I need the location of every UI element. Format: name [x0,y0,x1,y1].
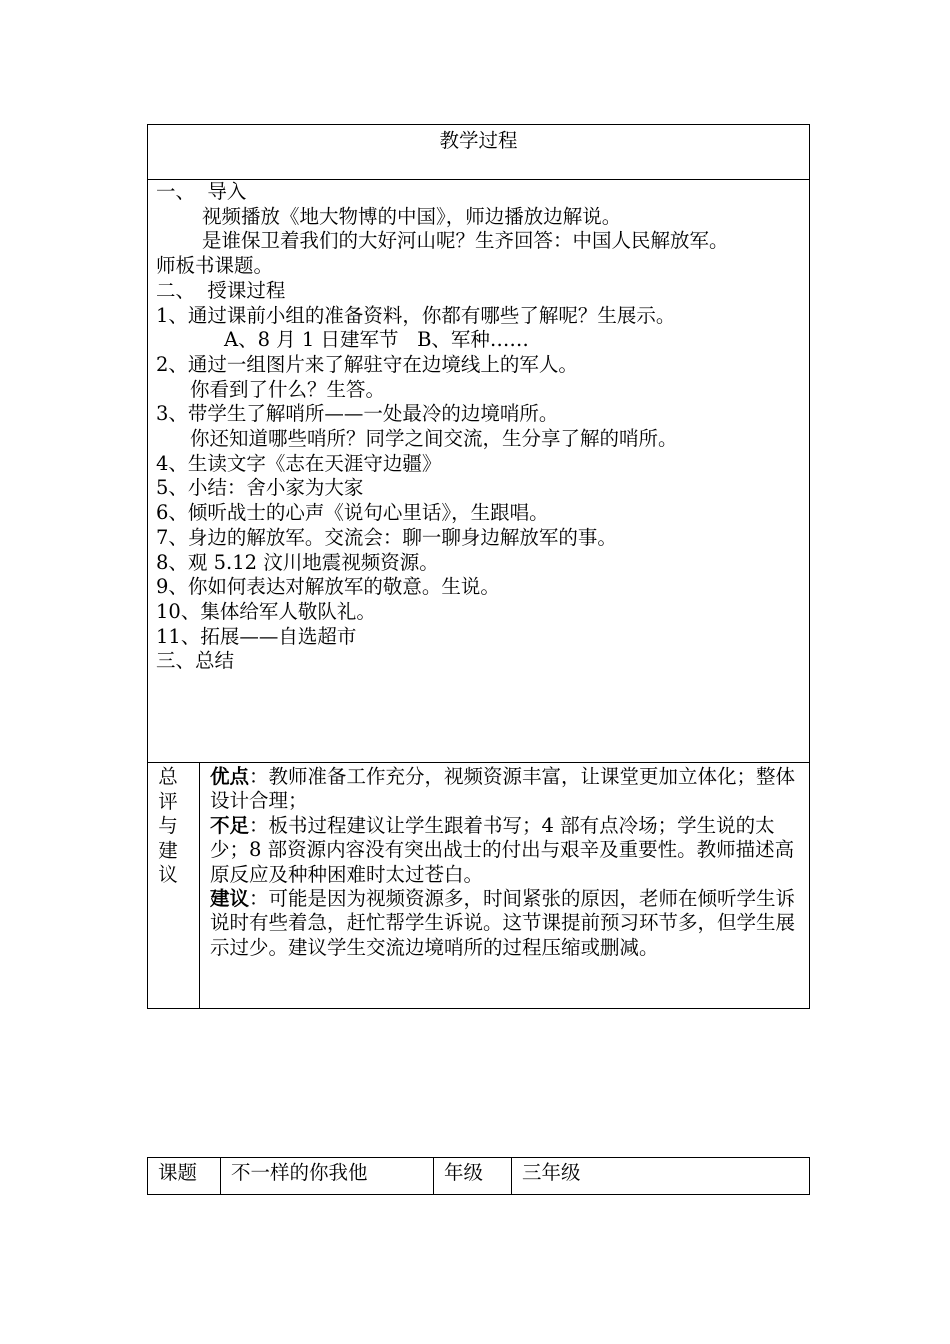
evaluation-label-char: 总 [158,765,178,788]
evaluation-label-char: 评 [158,789,178,813]
grade-label: 年级 [434,1158,512,1194]
section-heading: 三、总结 [156,649,235,673]
evaluation-label-cell [148,763,200,1009]
evaluation-content [210,765,804,960]
table-header-title: 教学过程 [439,129,518,152]
process-content [156,180,803,674]
weaknesses-label: 不足 [210,813,250,837]
evaluation-label-char: 议 [158,863,178,887]
grade-value: 三年级 [522,1161,581,1184]
teaching-process-table [147,124,810,1009]
process-line: 4、生读文字《志在天涯守边疆》 [156,451,442,475]
suggestions-label: 建议 [210,887,250,911]
strengths-label: 优点 [210,765,250,788]
evaluation-label-char: 与 [158,814,178,838]
process-line: A、8 月 1 日建军节 B、军种…… [224,328,529,352]
process-line: 是谁保卫着我们的大好河山呢？生齐回答：中国人民解放军。 [202,229,729,253]
process-line: 2、通过一组图片来了解驻守在边境线上的军人。 [156,352,578,376]
process-line: 你看到了什么？生答。 [190,377,386,401]
process-line: 师板书课题。 [156,254,274,278]
process-line: 视频播放《地大物博的中国》，师边播放边解说。 [202,204,622,228]
row-divider [148,762,809,763]
section-heading: 二、 授课过程 [156,278,286,302]
process-line: 9、你如何表达对解放军的敬意。生说。 [156,575,500,599]
evaluation-label-char: 建 [158,838,178,862]
process-line: 1、通过课前小组的准备资料，你都有哪些了解呢？生展示。 [156,303,676,327]
process-line: 11、拓展——自选超市 [156,624,357,648]
process-line: 5、小结：舍小家为大家 [156,476,364,500]
strengths-text: ：教师准备工作充分，视频资源丰富，让课堂更加立体化；整体设计合理； [210,765,796,813]
process-line: 7、身边的解放军。交流会：聊一聊身边解放军的事。 [156,525,617,549]
process-line: 你还知道哪些哨所？同学之间交流，生分享了解的哨所。 [190,427,678,451]
section-heading: 一、 导入 [156,180,247,203]
process-line: 6、倾听战士的心声《说句心里话》，生跟唱。 [156,501,549,525]
topic-label: 课题 [148,1158,221,1194]
weaknesses-text: ：板书过程建议让学生跟着书写；4 部有点冷场；学生说的太少；8 部资源内容没有突出战士的付出与艰辛及重要性。教师描述高原反应及种种困难时太过苍白。 [210,813,795,886]
weaknesses-paragraph [210,814,804,887]
suggestions-text: ：可能是因为视频资源多，时间紧张的原因，老师在倾听学生诉说时有些着急，赶忙帮学生诉说。这节课提前预习环节多，但学生展示过少。建议学生交流边境哨所的过程压缩或删减。 [210,887,796,959]
process-line: 8、观 5.12 汶川地震视频资源。 [156,550,439,574]
lesson-info-table [147,1157,810,1195]
suggestions-paragraph [210,887,804,960]
strengths-paragraph [210,765,804,814]
table-header-row [148,125,809,180]
process-line: 3、带学生了解哨所——一处最冷的边境哨所。 [156,402,559,426]
topic-value: 不一样的你我他 [221,1158,434,1194]
process-line: 10、集体给军人敬队礼。 [156,599,376,623]
